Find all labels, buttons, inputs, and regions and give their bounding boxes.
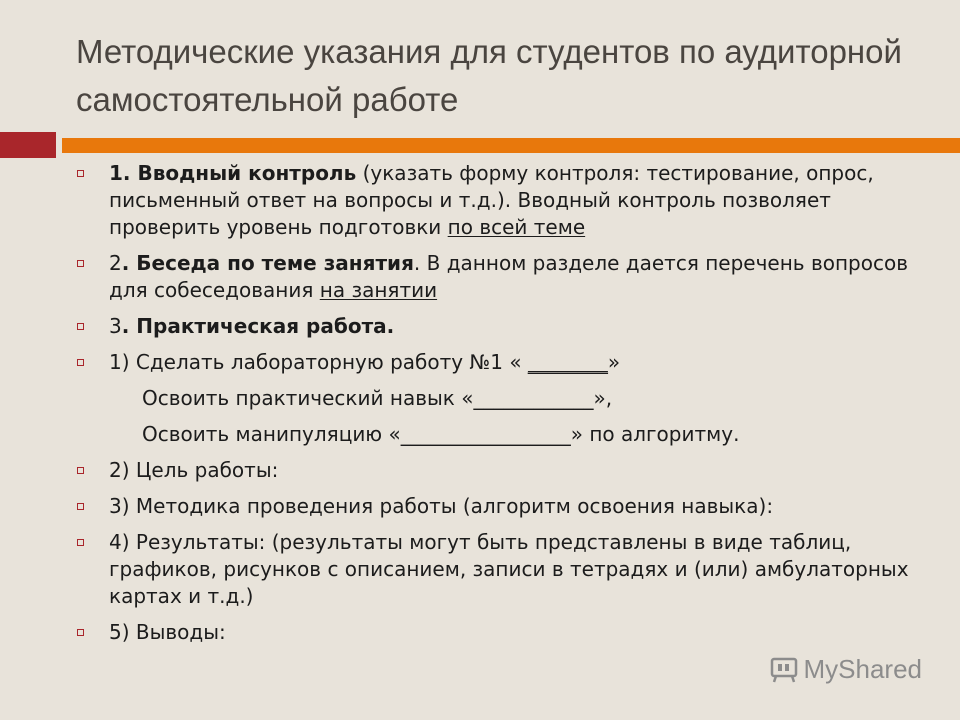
square-bullet-icon [77,629,84,636]
square-bullet-icon [77,359,84,366]
item-underlined: на занятии [319,278,438,302]
item-text: 2) Цель работы: [109,458,279,482]
item-number: 3 [109,314,122,338]
slide-content [76,160,936,655]
list-item [76,493,936,520]
item-text: 3) Методика проведения работы (алгоритм освоения навыка): [109,494,774,518]
square-bullet-icon [77,467,84,474]
item-text: Освоить практический навык « [142,386,474,410]
blank-line: ________ [527,350,608,374]
item-text-end: » по алгоритму. [570,422,740,446]
item-text: (указать форму контроля: тестирование, опрос, письменный ответ на вопросы и т.д.). Вводный контроль позволяет проверить уровень подготовки [109,161,874,239]
item-text: 1) Сделать лабораторную работу №1 « [109,350,528,374]
list-item [76,160,936,241]
slide-title: Методические указания для студентов по аудиторной самостоятельной работе [76,33,902,118]
item-heading: 1. Вводный контроль [109,161,357,185]
list-item [76,619,936,646]
list-item [76,349,936,376]
square-bullet-icon [77,503,84,510]
item-text: Освоить манипуляцию « [142,422,401,446]
blank-line: ____________ [473,386,594,410]
blank-line: _________________ [400,422,571,446]
list-subitem [76,385,936,412]
square-bullet-icon [77,323,84,330]
item-text: 4) Результаты: (результаты могут быть представлены в виде таблиц, графиков, рисунков с описанием, записи в тетрадях и (или) амбулаторных картах и т.д.) [109,530,909,608]
list-subitem [76,421,936,448]
square-bullet-icon [77,539,84,546]
watermark-text: MyShared [803,654,922,684]
list-item [76,313,936,340]
item-text: . В данном разделе дается перечень вопросов для собеседования [109,251,908,302]
item-number: 2 [109,251,122,275]
square-bullet-icon [77,260,84,267]
list-item [76,250,936,304]
list-item [76,457,936,484]
item-text-end: » [607,350,621,374]
square-bullet-icon [77,170,84,177]
item-underlined: по всей теме [447,215,586,239]
item-heading: . Беседа по теме занятия [121,251,414,275]
item-heading: . Практическая работа. [121,314,395,338]
list-item [76,529,936,610]
item-text-end: », [593,386,613,410]
item-text: 5) Выводы: [109,620,226,644]
accent-bar-orange [62,138,960,153]
myshared-logo-icon [770,657,798,683]
watermark [770,654,923,685]
accent-bar-red [0,132,56,158]
